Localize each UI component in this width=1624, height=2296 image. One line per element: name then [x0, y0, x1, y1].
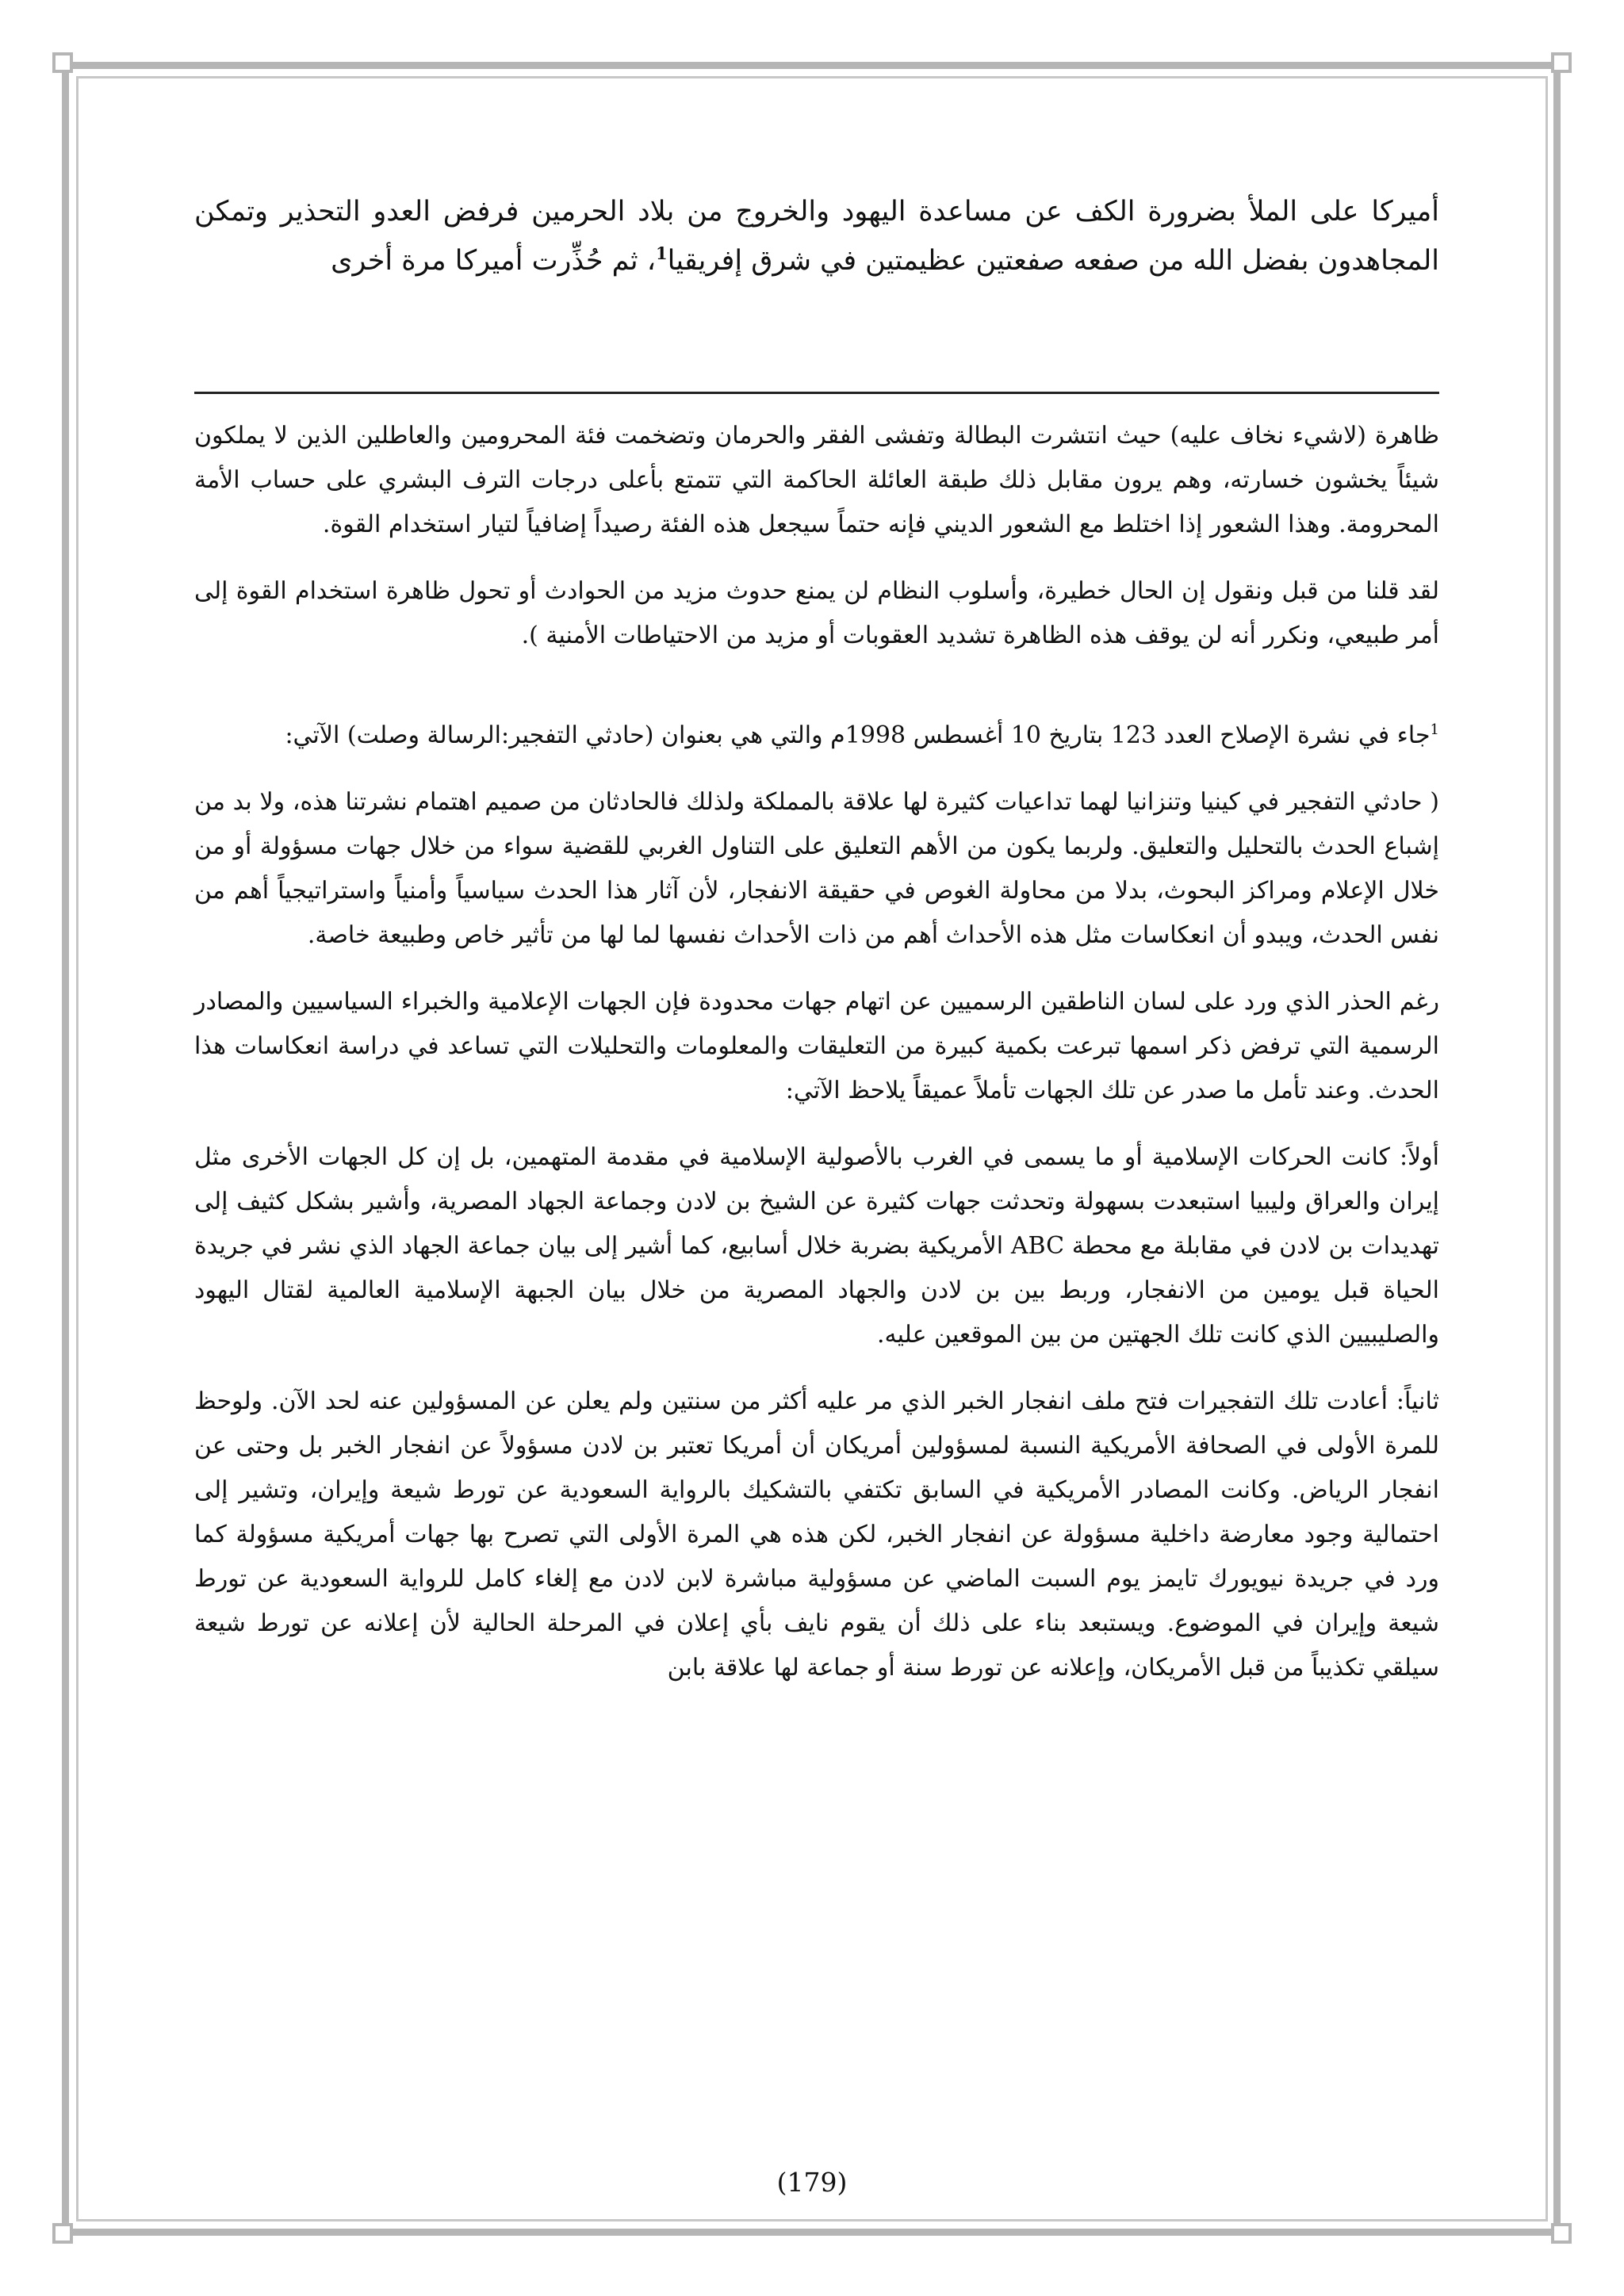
footnote-reference[interactable]: 1 — [656, 243, 668, 264]
footnote-continuation-paragraph: ظاهرة (لاشيء نخاف عليه) حيث انتشرت البطالة وتفشى الفقر والحرمان وتضخمت فئة المحرومين والعاطلين الذين لا يملكون شيئاً يخشون خسارته، وهم يرون مقابل ذلك طبقة العائلة الحاكمة التي تتمتع بأعلى درجات الترف البشري على حساب الأمة المحرومة. وهذا الشعور إذا اختلط مع الشعور الديني فإنه حتماً سيجعل هذه الفئة رصيداً إضافياً لتيار استخدام القوة. — [194, 422, 1439, 538]
footnote-continuation-paragraph: لقد قلنا من قبل ونقول إن الحال خطيرة، وأسلوب النظام لن يمنع حدوث مزيد من الحوادث أو تحول ظاهرة استخدام القوة إلى أمر طبيعي، ونكرر أنه لن يوقف هذه الظاهرة تشديد العقوبات أو مزيد من الاحتياطات الأمنية ). — [194, 577, 1439, 649]
border-corner-ornament — [52, 52, 73, 73]
footnote-marker: 1 — [1430, 721, 1439, 738]
footnote-1-paragraph: ثانياً: أعادت تلك التفجيرات فتح ملف انفجار الخبر الذي مر عليه أكثر من سنتين ولم يعلن عن المسؤولين عنه لحد الآن. ولوحظ للمرة الأولى في الصحافة الأمريكية النسبة لمسؤولين أمريكان أن أمريكا تعتبر بن لادن مسؤولاً عن انفجار الخبر بل وحتى عن انفجار الرياض. وكانت المصادر الأمريكية في السابق تكتفي بالتشكيك بالرواية السعودية عن تورط شيعة وإيران، وتشير إلى احتمالية وجود معارضة داخلية مسؤولة عن انفجار الخبر، لكن هذه هي المرة الأولى التي تصرح بها جهات أمريكية مسؤولة كما ورد في جريدة نيويورك تايمز يوم السبت الماضي عن مسؤولية مباشرة لابن لادن مع إلغاء كامل للرواية السعودية عن تورط شيعة وإيران في الموضوع. ويستبعد بناء على ذلك أن يقوم نايف بأي إعلان في المرحلة الحالية لأن إعلانه عن تورط شيعة سيلقي تكذيباً من قبل الأمريكان، وإعلانه عن تورط سنة أو جماعة لها علاقة بابن — [194, 1387, 1439, 1682]
border-corner-ornament — [1551, 52, 1572, 73]
border-corner-ornament — [1551, 2223, 1572, 2244]
footnote-1-paragraph: ( حادثي التفجير في كينيا وتنزانيا لهما تداعيات كثيرة لها علاقة بالمملكة ولذلك فالحادثان من صميم اهتمام نشرتنا هذه، ولا بد من إشباع الحدث بالتحليل والتعليق. ولربما يكون من الأهم التعليق على التناول الغربي للقضية سواء من خلال جهات مسؤولة أو من خلال الإعلام ومراكز البحوث، بدلا من محاولة الغوص في حقيقة الانفجار، لأن آثار هذا الحدث سياسياً وأمنياً واستراتيجياً أهم من نفس الحدث، ويبدو أن انعكاسات مثل هذه الأحداث أهم من ذات الأحداث نفسها لما لها من تأثير خاص وطبيعة خاصة. — [194, 788, 1439, 949]
border-corner-ornament — [52, 2223, 73, 2244]
footnotes-section — [194, 414, 1439, 1712]
footnote-1-intro: $^1$جاء في نشرة الإصلاح العدد 123 بتاريخ 10 أغسطس 1998م والتي هي بعنوان (حادثي التفجير:الرسالة وصلت) الآتي: — [285, 721, 1439, 749]
footnote-1-paragraph: أولاً: كانت الحركات الإسلامية أو ما يسمى في الغرب بالأصولية الإسلامية في مقدمة المتهمين، بل إن كل الجهات الأخرى مثل إيران والعراق وليبيا استبعدت بسهولة وتحدثت جهات كثيرة عن الشيخ بن لادن وجماعة الجهاد المصرية، وأشير بشكل كثيف إلى تهديدات بن لادن في مقابلة مع محطة ABC الأمريكية بضربة خلال أسابيع، كما أشير إلى بيان جماعة الجهاد الذي نشر في جريدة الحياة قبل يومين من الانفجار، وربط بين بن لادن والجهاد المصرية من خلال بيان الجبهة الإسلامية العالمية لقتال اليهود والصليبيين الذي كانت تلك الجهتين من بين الموقعين عليه. — [194, 1143, 1439, 1349]
main-text — [194, 187, 1439, 285]
body-paragraph: أميركا على الملأ بضرورة الكف عن مساعدة اليهود والخروج من بلاد الحرمين فرفض العدو التحذير وتمكن المجاهدون بفضل الله من صفعه صفعتين عظيمتين في شرق إفريقيا$^1$، ثم حُذِّرت أميركا مرة أخرى — [194, 196, 1439, 277]
page-number: (179) — [776, 2167, 848, 2198]
footnote-separator — [194, 392, 1439, 394]
footnote-1-paragraph: رغم الحذر الذي ورد على لسان الناطقين الرسميين عن اتهام جهات محدودة فإن الجهات الإعلامية والخبراء السياسيين والمصادر الرسمية التي ترفض ذكر اسمها تبرعت بكمية كبيرة من التعليقات والمعلومات والتحليلات التي تساعد في دراسة انعكاسات هذا الحدث. وعند تأمل ما صدر عن تلك الجهات تأملاً عميقاً يلاحظ الآتي: — [194, 988, 1439, 1104]
